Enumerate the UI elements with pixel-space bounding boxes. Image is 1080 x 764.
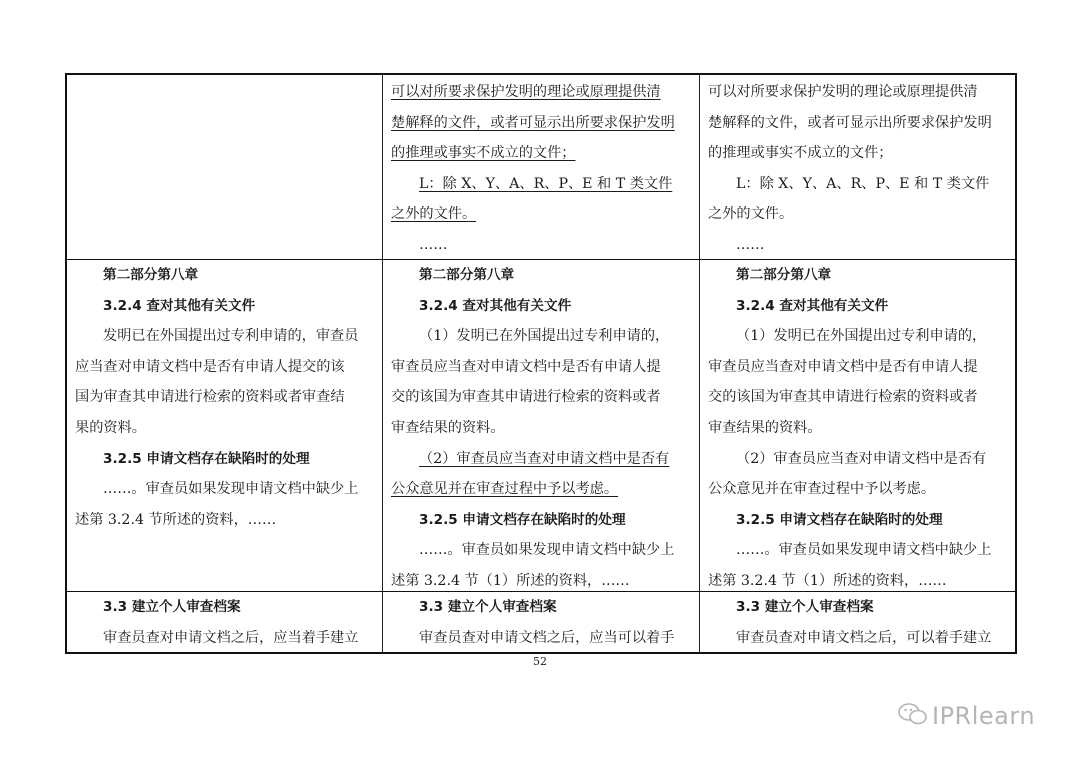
- text-line: 审查员查对申请文档之后，应当可以着手: [419, 629, 675, 646]
- text-line: （2）审查员应当查对申请文档中是否有: [419, 450, 670, 467]
- cell-revision-marked-row2: [383, 260, 699, 597]
- text-line: L：除 X、Y、A、R、P、E 和 T 类文件: [736, 175, 990, 192]
- text-line: 审查员应当查对申请文档中是否有申请人提: [708, 358, 978, 375]
- watermark: [898, 702, 1035, 732]
- text-line: 述第 3.2.4 节所述的资料，……: [75, 511, 277, 528]
- cell-revision-clean-row1: [700, 77, 1017, 261]
- text-line: 审查员查对申请文档之后，可以着手建立: [736, 629, 992, 646]
- text-line: 述第 3.2.4 节（1）所述的资料，……: [708, 572, 947, 589]
- text-line: 可以对所要求保护发明的理论或原理提供清: [391, 84, 661, 100]
- text-line: 楚解释的文件，或者可显示出所要求保护发明: [391, 114, 675, 131]
- text-line: 交的该国为审查其申请进行检索的资料或者: [391, 389, 661, 406]
- section-heading: 3.2.4 查对其他有关文件: [736, 297, 889, 314]
- text-line: L：除 X、Y、A、R、P、E 和 T 类文件: [419, 175, 673, 192]
- text-line: 的推理或事实不成立的文件；: [391, 145, 576, 162]
- section-heading: 3.3 建立个人审查档案: [419, 599, 557, 615]
- text-line: （2）审查员应当查对申请文档中是否有: [736, 450, 987, 467]
- text-line: ……: [736, 236, 765, 253]
- section-heading: 3.3 建立个人审查档案: [736, 599, 874, 615]
- text-line: 可以对所要求保护发明的理论或原理提供清: [708, 84, 978, 100]
- cell-revision-marked-row1: [383, 77, 699, 261]
- text-line: 审查员应当查对申请文档中是否有申请人提: [391, 358, 661, 375]
- text-line: 述第 3.2.4 节（1）所述的资料，……: [391, 572, 630, 589]
- text-line: 发明已在外国提出过专利申请的，审查员: [103, 328, 359, 345]
- section-heading: 3.3 建立个人审查档案: [103, 599, 241, 615]
- text-line: ……: [419, 236, 448, 253]
- text-line: 审查结果的资料。: [708, 419, 822, 436]
- wechat-icon: [898, 702, 928, 732]
- cell-original-row2: [67, 260, 382, 535]
- text-line: ……。审查员如果发现申请文档中缺少上: [103, 481, 359, 498]
- text-line: ……。审查员如果发现申请文档中缺少上: [736, 542, 992, 559]
- text-line: 审查结果的资料。: [391, 419, 505, 436]
- section-heading: 3.2.5 申请文档存在缺陷时的处理: [103, 450, 310, 467]
- text-line: 之外的文件。: [708, 206, 794, 223]
- text-line: 公众意见并在审查过程中予以考虑。: [708, 481, 936, 498]
- text-line: 之外的文件。: [391, 206, 477, 223]
- section-heading: 第二部分第八章: [419, 267, 515, 283]
- cell-revision-marked-row3: [383, 592, 699, 653]
- text-line: 审查员查对申请文档之后，应当着手建立: [103, 629, 359, 646]
- watermark-text: IPRlearn: [932, 702, 1036, 730]
- text-line: ……。审查员如果发现申请文档中缺少上: [419, 542, 675, 559]
- cell-original-row3: [67, 592, 382, 653]
- section-heading: 3.2.5 申请文档存在缺陷时的处理: [736, 511, 943, 528]
- page-number: 52: [533, 655, 547, 668]
- section-heading: 第二部分第八章: [103, 267, 199, 283]
- text-line: （1）发明已在外国提出过专利申请的，: [419, 328, 670, 345]
- text-line: 国为审查其申请进行检索的资料或者审查结: [75, 389, 345, 406]
- section-heading: 3.2.5 申请文档存在缺陷时的处理: [419, 511, 626, 528]
- comparison-table: [65, 73, 1017, 654]
- text-line: 交的该国为审查其申请进行检索的资料或者: [708, 389, 978, 406]
- section-heading: 3.2.4 查对其他有关文件: [419, 297, 572, 314]
- text-line: 果的资料。: [75, 419, 146, 436]
- text-line: 的推理或事实不成立的文件；: [708, 145, 893, 162]
- cell-revision-clean-row2: [700, 260, 1017, 597]
- text-line: 应当查对申请文档中是否有申请人提交的该: [75, 358, 345, 375]
- text-line: 楚解释的文件，或者可显示出所要求保护发明: [708, 114, 992, 131]
- text-line: 公众意见并在审查过程中予以考虑。: [391, 481, 619, 498]
- section-heading: 第二部分第八章: [736, 267, 832, 283]
- section-heading: 3.2.4 查对其他有关文件: [103, 297, 256, 314]
- text-line: （1）发明已在外国提出过专利申请的，: [736, 328, 987, 345]
- cell-revision-clean-row3: [700, 592, 1017, 653]
